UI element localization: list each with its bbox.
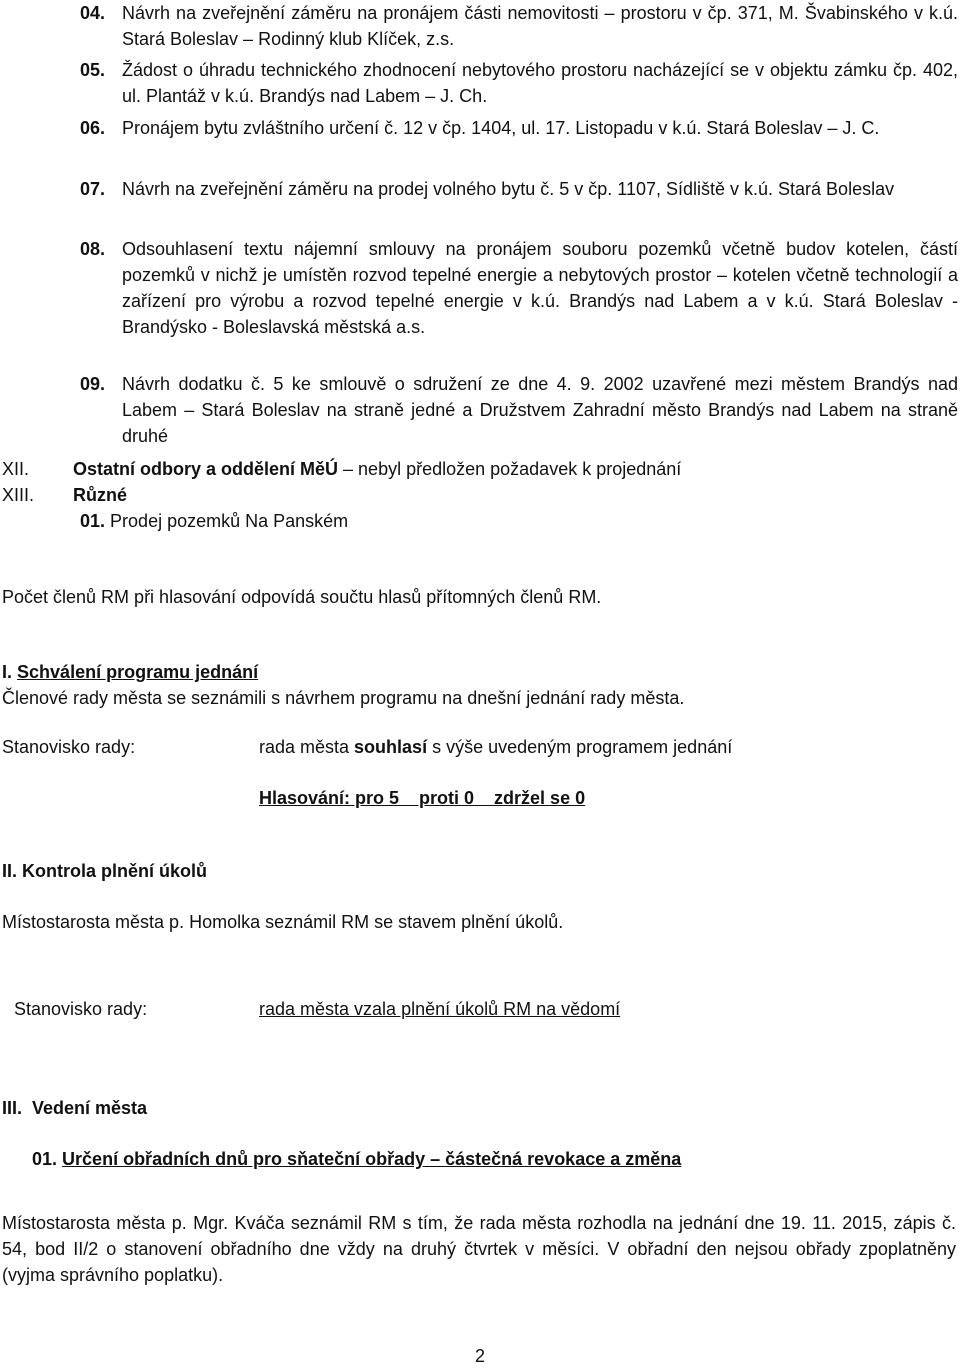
section-ii-text: Místostarosta města p. Homolka seznámil RM se stavem plnění úkolů. [2,912,564,932]
agenda-item-number: 07. [80,179,106,199]
section-xii-title: Ostatní odbory a oddělení MěÚ [73,459,339,479]
agenda-item [80,57,958,109]
section-xiii-item-text: Prodej pozemků Na Panském [110,511,349,531]
agenda-item-number: 06. [80,118,106,138]
section-iii-subheading [32,1146,681,1172]
section-xiii-roman: XIII. [2,485,35,505]
section-i-text: Členové rady města se seznámili s návrhem programu na dnešní jednání rady města. [2,688,685,708]
agenda-item-text: Pronájem bytu zvláštního určení č. 12 v čp. 1404, ul. 17. Listopadu v k.ú. Stará Boleslav – J. C. [122,118,880,138]
agenda-item-text: Žádost o úhradu technického zhodnocení nebytového prostoru nacházející se v objektu zámku čp. 402, ul. Plantáž v k.ú. Brandýs nad Labem – J. Ch. [122,60,958,106]
section-xiii-item-number: 01. [80,511,106,531]
section-xii-roman: XII. [2,459,30,479]
agenda-item-number: 04. [80,3,106,23]
agenda-item-text: Návrh na zveřejnění záměru na pronájem části nemovitosti – prostoru v čp. 371, M. Švabinského v k.ú. Stará Boleslav – Rodinný klub Klíček, z.s. [122,3,958,49]
agenda-item-number: 05. [80,60,106,80]
section-xii-text: – nebyl předložen požadavek k projednání [338,459,682,479]
agenda-item [80,0,958,52]
section-i-number: I. [2,662,13,682]
section-i-stance-label: Stanovisko rady: [2,737,136,757]
agenda-item [80,236,958,340]
section-xii-line [73,456,681,482]
section-i-stance-post: s výše uvedeným programem jednání [427,737,733,757]
agenda-item-number: 08. [80,239,106,259]
agenda-item-text: Návrh na zveřejnění záměru na prodej volného bytu č. 5 v čp. 1107, Sídliště v k.ú. Stará Boleslav [122,179,895,199]
section-iii-sub-number: 01. [32,1149,58,1169]
section-xiii-title: Různé [73,485,127,505]
agenda-item-text: Odsouhlasení textu nájemní smlouvy na pronájem souboru pozemků včetně budov kotelen, částí pozemků v nichž je umístěn rozvod tepelné energie a nebytových prostor – kotelen včetně technologií a zařízení pro výrobu a rozvod tepelné energie v k.ú. Brandýs nad Labem a v k.ú. Stará Boleslav - Brandýsko - Boleslavská městská a.s. [122,239,958,337]
section-i-heading [2,659,258,685]
section-iii-heading: III. Vedení města [2,1098,148,1118]
agenda-item-text: Návrh dodatku č. 5 ke smlouvě o sdružení ze dne 4. 9. 2002 uzavřené mezi městem Brandýs nad Labem – Stará Boleslav na straně jedné a Družstvem Zahradní město Brandýs nad Labem na straně druhé [122,374,958,446]
page-number: 2 [474,1346,485,1366]
section-i-stance-verb: souhlasí [354,737,428,757]
section-i-stance [259,734,732,760]
section-iii-sub-title: Určení obřadních dnů pro sňateční obřady – částečná revokace a změna [62,1149,682,1169]
section-ii-stance-label: Stanovisko rady: [14,999,148,1019]
section-xiii-item [80,508,348,534]
members-note: Počet členů RM při hlasování odpovídá součtu hlasů přítomných členů RM. [2,587,602,607]
agenda-item [80,115,958,141]
section-i-vote: Hlasování: pro 5 proti 0 zdržel se 0 [259,788,586,808]
agenda-item [80,176,958,202]
agenda-item-number: 09. [80,374,106,394]
section-ii-stance-text: rada města vzala plnění úkolů RM na vědomí [259,999,621,1019]
section-i-title: Schválení programu jednání [17,662,259,682]
section-i-stance-pre: rada města [259,737,355,757]
section-iii-text: Místostarosta města p. Mgr. Kváča seznámil RM s tím, že rada města rozhodla na jednání dne 19. 11. 2015, zápis č. 54, bod II/2 o stanovení obřadního dne vždy na druhý čtvrtek v měsíci. V obřadní den nejsou obřady zpoplatněny (vyjma správního poplatku). [2,1213,956,1285]
section-ii-heading: II. Kontrola plnění úkolů [2,861,207,881]
agenda-item [80,371,958,449]
